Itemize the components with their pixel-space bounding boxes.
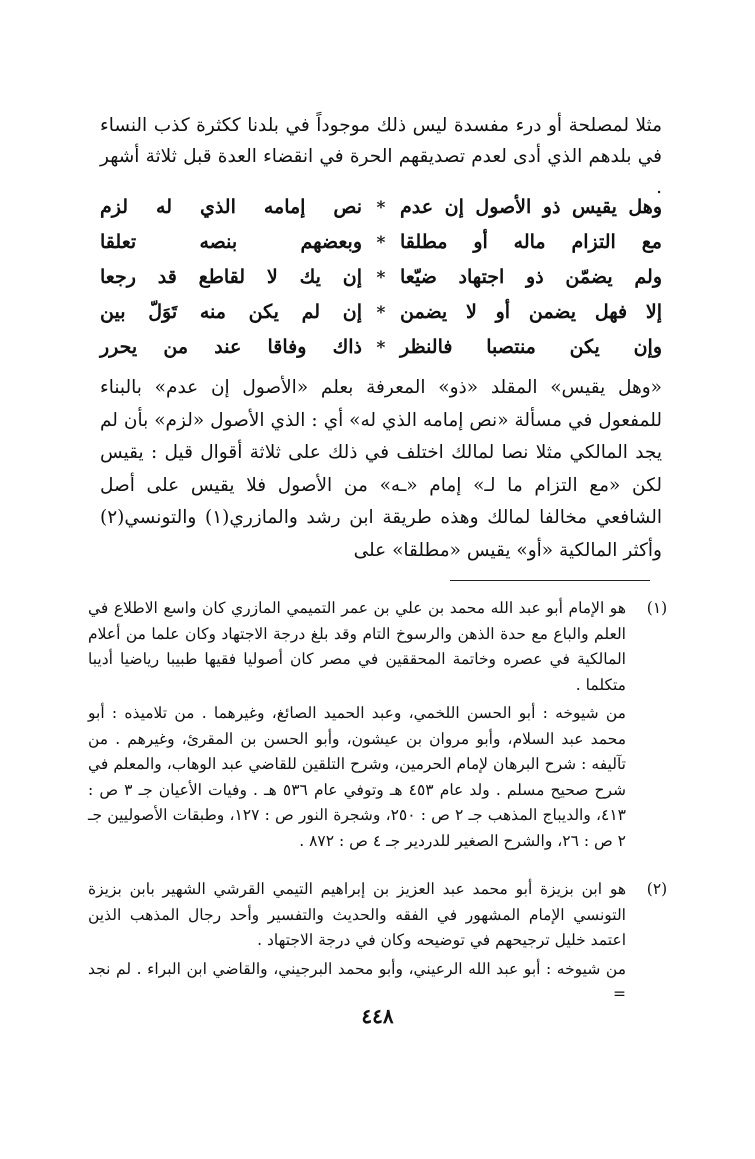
footnote [88,596,674,854]
verse-hemistich-right: وهل يقيس ذو الأصول إن عدم [400,196,662,218]
verse-hemistich-right: ولم يضمّن ذو اجتهاد ضيّعا [400,266,662,288]
verse-line [100,266,662,301]
verse-hemistich-right: مع التزام ماله أو مطلقا [400,231,662,253]
page-number: ٤٤٨ [361,1004,394,1028]
footnote-body [88,877,626,1008]
verse-hemistich-left: إن لم يكن منه تَوَلّ بين [100,301,362,323]
verse-separator: * [376,233,386,253]
footnote-paragraph: هو ابن بزيزة أبو محمد عبد العزيز بن إبراهيم التيمي القرشي الشهير بابن بزيزة التونسي الإمام المشهور في الفقه والحديث والتفسير وأحد رجال المذهب الذين اعتمد خليل ترجيحهم في توضيحه وكان في درجة الاجتهاد . [88,880,626,949]
verse-separator: * [376,338,386,358]
verse-line [100,196,662,231]
verse-separator: * [376,198,386,218]
footnote-divider [450,580,650,581]
footnote [88,877,674,1008]
verse-hemistich-left: وبعضهم بنصه تعلقا [100,231,362,253]
footnote-number: (١) [646,599,668,617]
commentary-paragraph: «وهل يقيس» المقلد «ذو» المعرفة بعلم «الأصول إن عدم» بالبناء للمفعول في مسألة «نص إمامه الذي له» أي : الذي الأصول «لزم» بأن لم يجد المالكي مثلا نصا لمالك اختلف في ذلك على ثلاثة أقوال قيل : يقيس لكن «مع التزام ما لـ» إمام «ـه» من الأصول فلا يقيس على أصل الشافعي مخالفا لمالك وهذه طريقة ابن رشد والمازري(١) والتونسي(٢) وأكثر المالكية «أو» يقيس «مطلقا» على [100,377,662,561]
verse-separator: * [376,303,386,323]
verse-separator: * [376,268,386,288]
verse-block [100,196,662,371]
footnote-number: (٢) [646,880,668,898]
footnote-paragraph: هو الإمام أبو عبد الله محمد بن علي بن عمر التميمي المازري كان واسع الاطلاع في العلم والباع مع حدة الذهن والرسوخ التام وقد بلغ درجة الاجتهاد وكان علما من أعلام المالكية في عصره وخاتمة المحققين في مصر كان أصوليا فقيها طبيبا رياضيا أديبا متكلما . [88,599,626,694]
verse-line [100,336,662,371]
verse-line [100,231,662,266]
footnote-paragraph: من شيوخه : أبو عبد الله الرعيني، وأبو محمد البرجيني، والقاضي ابن البراء . لم نجد = [88,959,626,1003]
intro-paragraph: مثلا لمصلحة أو درء مفسدة ليس ذلك موجوداً في بلدنا ككثرة كذب النساء في بلدهم الذي أدى لعدم تصديقهم الحرة في انقضاء العدة قبل ثلاثة أشهر . [100,115,662,198]
footnote-body [88,596,626,854]
verse-hemistich-left: ذاك وفاقا عند من يحرر [100,336,362,358]
verse-hemistich-right: وإن يكن منتصبا فالنظر [400,336,662,358]
verse-line [100,301,662,336]
verse-hemistich-left: نص إمامه الذي له لزم [100,196,362,218]
verse-hemistich-left: إن يك لا لقاطع قد رجعا [100,266,362,288]
verse-hemistich-right: إلا فهل يضمن أو لا يضمن [400,301,662,323]
footnote-paragraph: من شيوخه : أبو الحسن اللخمي، وعبد الحميد الصائغ، وغيرهما . من تلاميذه : أبو محمد عبد السلام، وأبو مروان بن عيشون، وأبو الحسن بن المقرئ، وغيرهم . من تآليفه : شرح البرهان لإمام الحرمين، وشرح التلقين للقاضي عبد الوهاب، والمعلم في شرح صحيح مسلم . ولد عام ٤٥٣ هـ وتوفي عام ٥٣٦ هـ . وفيات الأعيان جـ ٣ ص : ٤١٣، والديباج المذهب جـ ٢ ص : ٢٥٠، وشجرة النور ص : ١٢٧، وطبقات الأصوليين جـ ٢ ص : ٢٦، والشرح الصغير للدردير جـ ٤ ص : ٨٧٢ . [88,704,627,850]
